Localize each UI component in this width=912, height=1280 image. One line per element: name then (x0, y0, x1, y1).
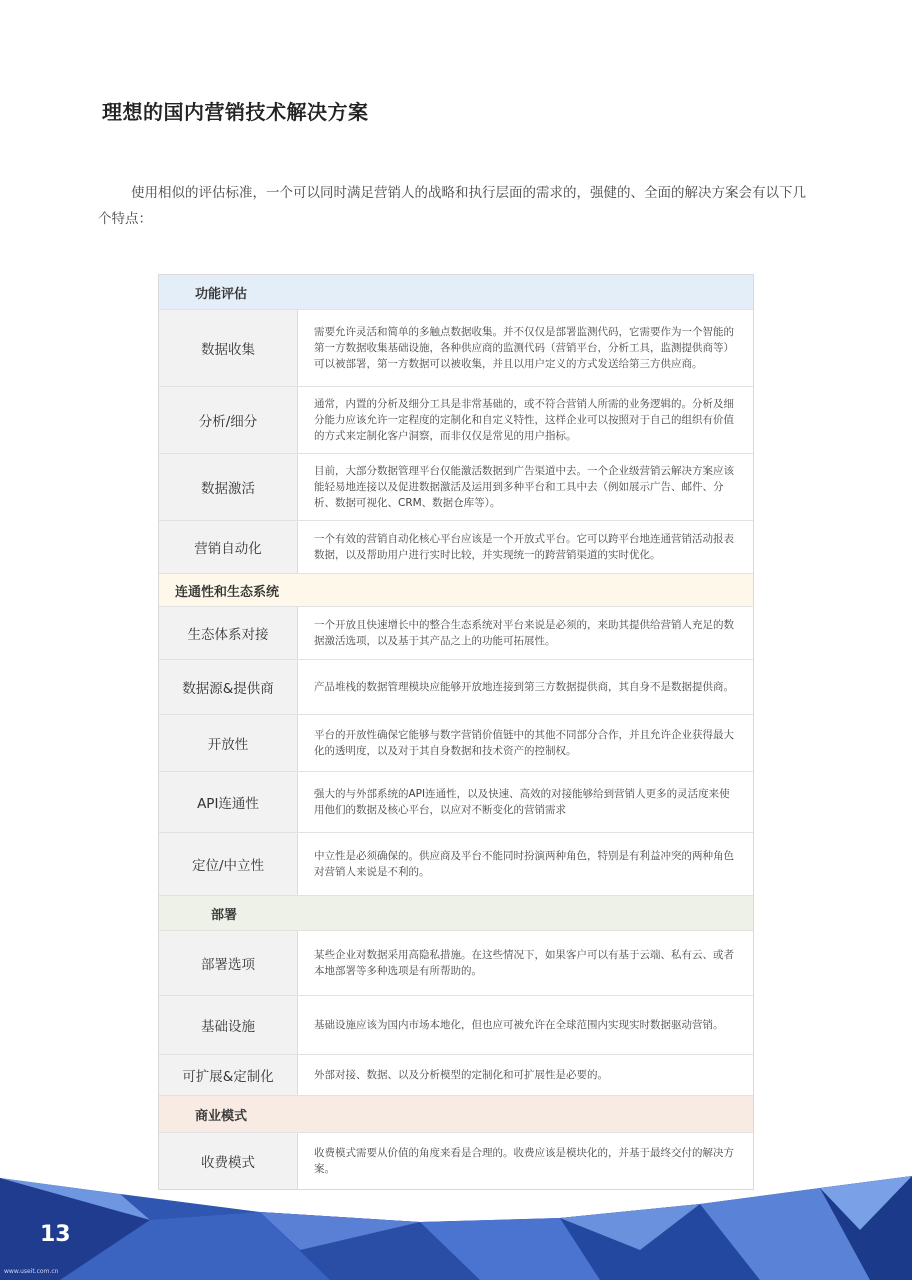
section-header-business-model (159, 1096, 753, 1133)
row-label: 数据源&提供商 (159, 660, 298, 714)
intro-paragraph: 使用相似的评估标准，一个可以同时满足营销人的战略和执行层面的需求的，强健的、全面的解决方案会有以下几个特点： (98, 185, 806, 227)
section-title: 部署 (211, 907, 238, 923)
section-title: 连通性和生态系统 (175, 584, 280, 600)
table-row (159, 521, 753, 574)
section-title: 商业模式 (195, 1108, 248, 1124)
row-description: 一个有效的营销自动化核心平台应该是一个开放式平台。它可以跨平台地连通营销活动报表数据，以及帮助用户进行实时比较，并实现统一的跨营销渠道的实时优化。 (314, 533, 734, 561)
row-label: API连通性 (159, 772, 298, 832)
row-description: 中立性是必须确保的。供应商及平台不能同时扮演两种角色，特别是有利益冲突的两种角色对营销人来说是不利的。 (314, 850, 734, 878)
row-label: 生态体系对接 (159, 607, 298, 659)
table-row (159, 833, 753, 896)
row-description: 通常，内置的分析及细分工具是非常基础的，或不符合营销人所需的业务逻辑的。分析及细分能力应该允许一定程度的定制化和自定义特性，这样企业可以按照对于自己的组织有价值的方式来定制化客户洞察，而非仅仅是常见的用户指标。 (314, 398, 734, 442)
table-row (159, 1055, 753, 1096)
table-row (159, 607, 753, 660)
page-title: 理想的国内营销技术解决方案 (102, 100, 369, 124)
row-description: 产品堆栈的数据管理模块应能够开放地连接到第三方数据提供商，其自身不是数据提供商。 (314, 681, 734, 693)
row-description: 基础设施应该为国内市场本地化，但也应可被允许在全球范围内实现实时数据驱动营销。 (314, 1019, 724, 1031)
row-label: 开放性 (159, 715, 298, 771)
row-description: 收费模式需要从价值的角度来看是合理的。收费应该是模块化的，并基于最终交付的解决方案。 (314, 1147, 734, 1175)
row-label: 数据激活 (159, 454, 298, 520)
row-label: 收费模式 (159, 1133, 298, 1189)
table-row (159, 996, 753, 1055)
row-description: 某些企业对数据采用高隐私措施。在这些情况下，如果客户可以有基于云端、私有云、或者本地部署等多种选项是有所帮助的。 (314, 949, 734, 977)
row-label: 营销自动化 (159, 521, 298, 573)
row-description: 外部对接、数据、以及分析模型的定制化和可扩展性是必要的。 (314, 1069, 608, 1081)
row-description: 强大的与外部系统的API连通性，以及快速、高效的对接能够给到营销人更多的灵活度来使用他们的数据及核心平台，以应对不断变化的营销需求 (314, 788, 730, 816)
table-row (159, 310, 753, 387)
footer-polygon-art (0, 1160, 912, 1280)
section-title: 功能评估 (195, 286, 248, 302)
row-description: 平台的开放性确保它能够与数字营销价值链中的其他不同部分合作，并且允许企业获得最大化的透明度，以及对于其自身数据和技术资产的控制权。 (314, 729, 734, 757)
feature-table (158, 274, 754, 1190)
table-row (159, 931, 753, 996)
row-label: 分析/细分 (159, 387, 298, 453)
table-row (159, 454, 753, 521)
page-number: 13 (40, 1222, 71, 1247)
table-row (159, 772, 753, 833)
row-description: 一个开放且快速增长中的整合生态系统对平台来说是必须的，来助其提供给营销人充足的数据激活选项，以及基于其产品之上的功能可拓展性。 (314, 619, 734, 647)
table-row (159, 660, 753, 715)
row-label: 基础设施 (159, 996, 298, 1054)
row-label: 数据收集 (159, 310, 298, 386)
row-description: 需要允许灵活和简单的多触点数据收集。并不仅仅是部署监测代码，它需要作为一个智能的第一方数据收集基础设施，各种供应商的监测代码（营销平台，分析工具，监测提供商等）可以被部署，第一方数据可以被收集，并且以用户定义的方式发送给第三方供应商。 (314, 326, 734, 370)
footer-url: www.useit.com.cn (4, 1268, 59, 1275)
row-label: 可扩展&定制化 (159, 1055, 298, 1095)
row-description: 目前，大部分数据管理平台仅能激活数据到广告渠道中去。一个企业级营销云解决方案应该能轻易地连接以及促进数据激活及运用到多种平台和工具中去（例如展示广告、邮件、分析、数据可视化、CRM、数据仓库等）。 (314, 465, 734, 509)
section-header-deployment (159, 896, 753, 931)
row-label: 部署选项 (159, 931, 298, 995)
section-header-connectivity (159, 574, 753, 607)
section-header-functions (159, 275, 753, 310)
row-label: 定位/中立性 (159, 833, 298, 895)
table-row (159, 387, 753, 454)
table-row (159, 715, 753, 772)
